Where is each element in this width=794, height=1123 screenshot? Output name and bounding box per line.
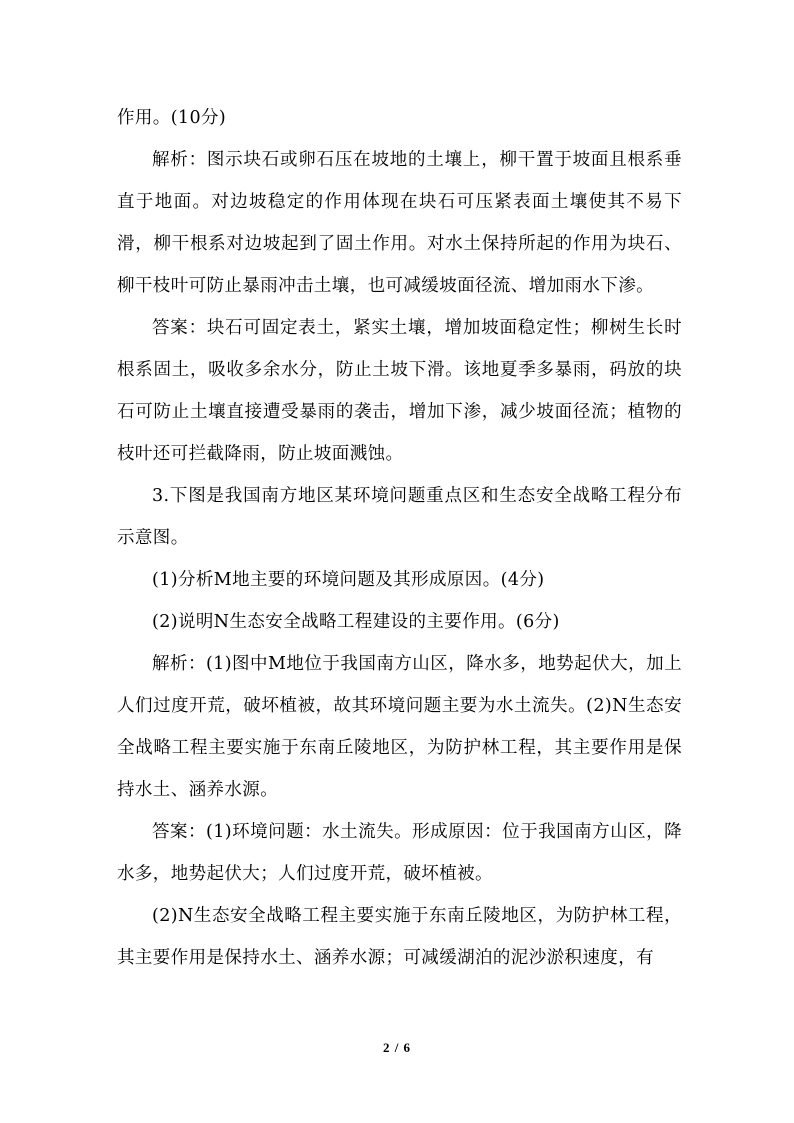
- paragraph-analysis-2: 解析：图示块石或卵石压在坡地的土壤上，柳干置于坡面且根系垂直于地面。对边坡稳定的作用体现在块石可压紧表面土壤使其不易下滑，柳干根系对边坡起到了固土作用。对水土保持所起的作用为块石、柳干枝叶可防止暴雨冲击土壤，也可减缓坡面径流、增加雨水下渗。: [117, 150, 682, 296]
- paragraph-answer-3-part-1: 答案：(1)环境问题：水土流失。形成原因：位于我国南方山区，降水多，地势起伏大；人们过度开荒，破坏植被。: [117, 822, 682, 884]
- paragraph-answer-2: 答案：块石可固定表土，紧实土壤，增加坡面稳定性；柳树生长时根系固土，吸收多余水分，防止土坡下滑。该地夏季多暴雨，码放的块石可防止土壤直接遭受暴雨的袭击，增加下渗，减少坡面径流；植物的枝叶还可拦截降雨，防止坡面溅蚀。: [117, 318, 682, 464]
- document-body: [117, 97, 682, 979]
- question-3-part-2: (2)说明N生态安全战略工程建设的主要作用。(6分): [152, 612, 560, 632]
- paragraph-continuation: 作用。(10分): [117, 108, 227, 128]
- question-3-part-1: (1)分析M地主要的环境问题及其形成原因。(4分): [152, 570, 545, 590]
- question-3-stem: 3.下图是我国南方地区某环境问题重点区和生态安全战略工程分布示意图。: [117, 486, 682, 548]
- paragraph-analysis-3: 解析：(1)图中M地位于我国南方山区，降水多，地势起伏大，加上人们过度开荒，破坏植被，故其环境问题主要为水土流失。(2)N生态安全战略工程主要实施于东南丘陵地区，为防护林工程，其主要作用是保持水土、涵养水源。: [117, 654, 682, 800]
- page-number: 2 / 6: [382, 1040, 412, 1055]
- paragraph-answer-3-part-2: (2)N生态安全战略工程主要实施于东南丘陵地区，为防护林工程，其主要作用是保持水土、涵养水源；可减缓湖泊的泥沙淤积速度，有: [117, 906, 682, 968]
